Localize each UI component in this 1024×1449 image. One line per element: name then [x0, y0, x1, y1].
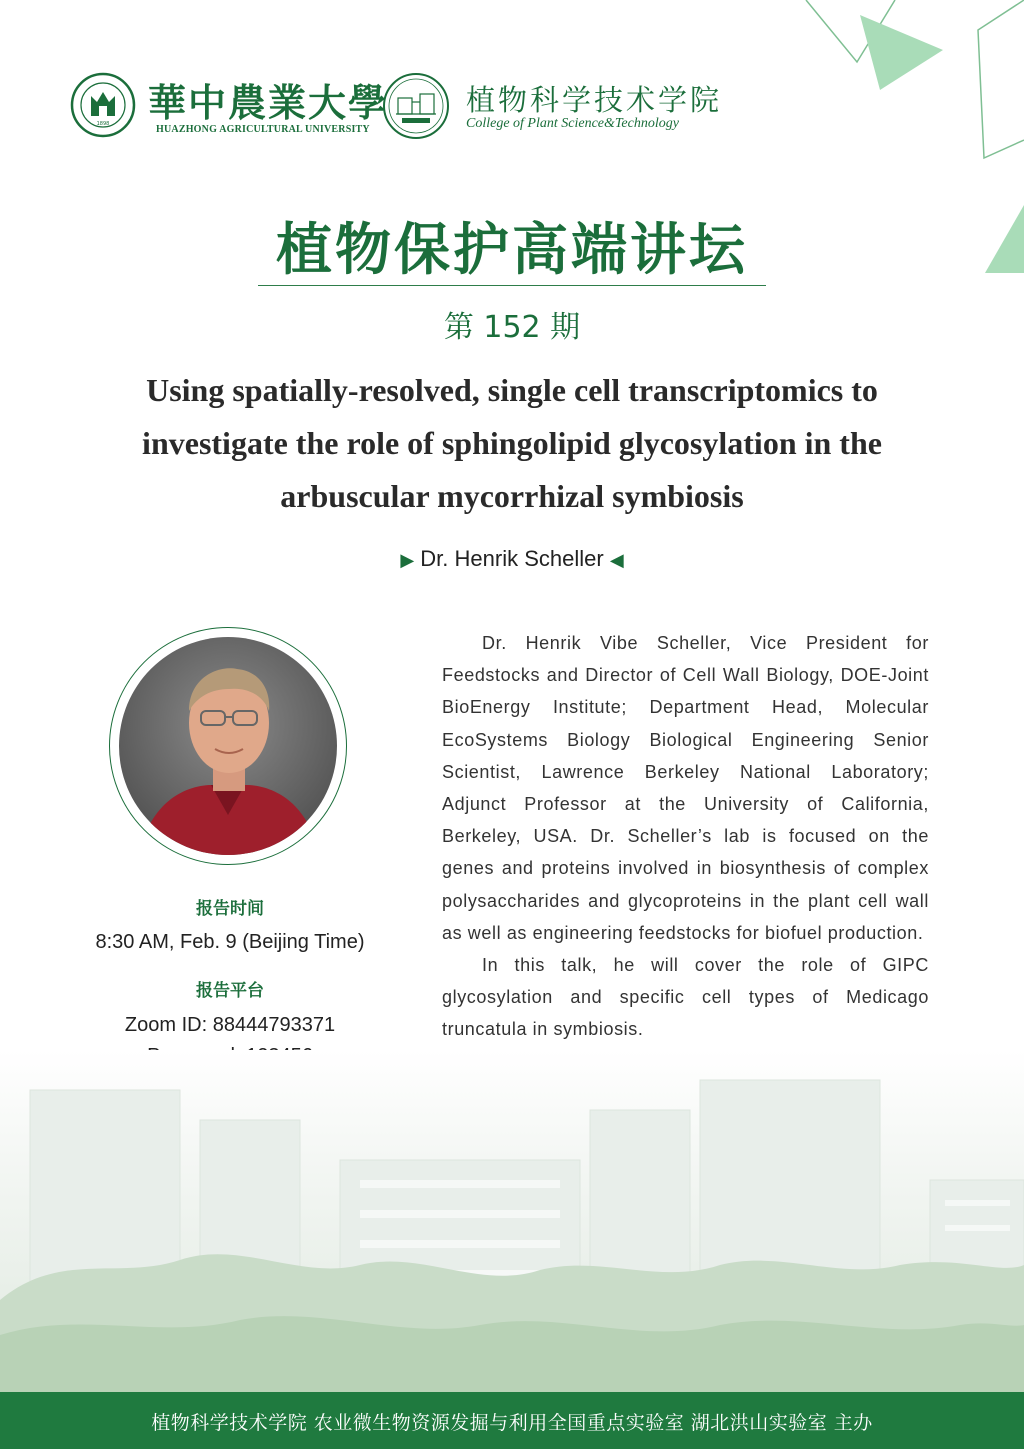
issue-number: 第 152 期: [443, 310, 581, 345]
triangle-left-icon: ◀: [609, 550, 624, 570]
title-divider: [258, 285, 766, 286]
talk-title: Using spatially-resolved, single cell transcriptomics to investigate the role of sphingolipid glycosylation in the arbuscular mycorrhizal symbiosis: [142, 372, 882, 514]
university-name-cn: 華中農業大學: [148, 80, 389, 125]
college-name-en: College of Plant Science&Technology: [466, 116, 679, 131]
triangle-right-icon: ▶: [400, 550, 415, 570]
forum-title: 植物保护高端讲坛: [276, 217, 748, 283]
seal-year: 1898: [96, 121, 110, 127]
bio-paragraph-1: Dr. Henrik Vibe Scheller, Vice President for Feedstocks and Director of Cell Wall Biology, DOE-Joint BioEnergy Institute; Department Head, Molecular EcoSystems Biology Biological Engineering Senior Scientist, Lawrence Berkeley National Laboratory; Adjunct Professor at the University of California, Berkeley, USA. Dr. Scheller’s lab is focused on the genes and proteins involved in biosynthesis of complex polysaccharides and glycoproteins in the plant cell wall as well as engineering feedstocks for biofuel production.: [442, 633, 929, 943]
campus-background-image: [0, 1050, 1024, 1392]
platform-label: 报告平台: [196, 981, 264, 1001]
speaker-bio: [442, 627, 929, 1046]
speaker-name: Dr. Henrik Scheller: [420, 546, 604, 571]
bio-paragraph-2: In this talk, he will cover the role of GIPC glycosylation and specific cell types of Medicago truncatula in symbiosis.: [442, 955, 929, 1040]
university-seal-logo: [70, 72, 136, 138]
time-value: 8:30 AM, Feb. 9 (Beijing Time): [95, 931, 365, 953]
university-name-en: HUAZHONG AGRICULTURAL UNIVERSITY: [156, 124, 370, 135]
time-label: 报告时间: [196, 899, 264, 919]
footer-organizers: 植物科学技术学院 农业微生物资源发掘与利用全国重点实验室 湖北洪山实验室 主办: [151, 1412, 873, 1434]
speaker-portrait: [119, 637, 337, 855]
speaker-line: [0, 546, 1024, 572]
college-name-cn: 植物科学技术学院: [466, 83, 723, 117]
college-seal-logo: [382, 72, 450, 140]
zoom-id: Zoom ID: 88444793371: [124, 1014, 336, 1036]
